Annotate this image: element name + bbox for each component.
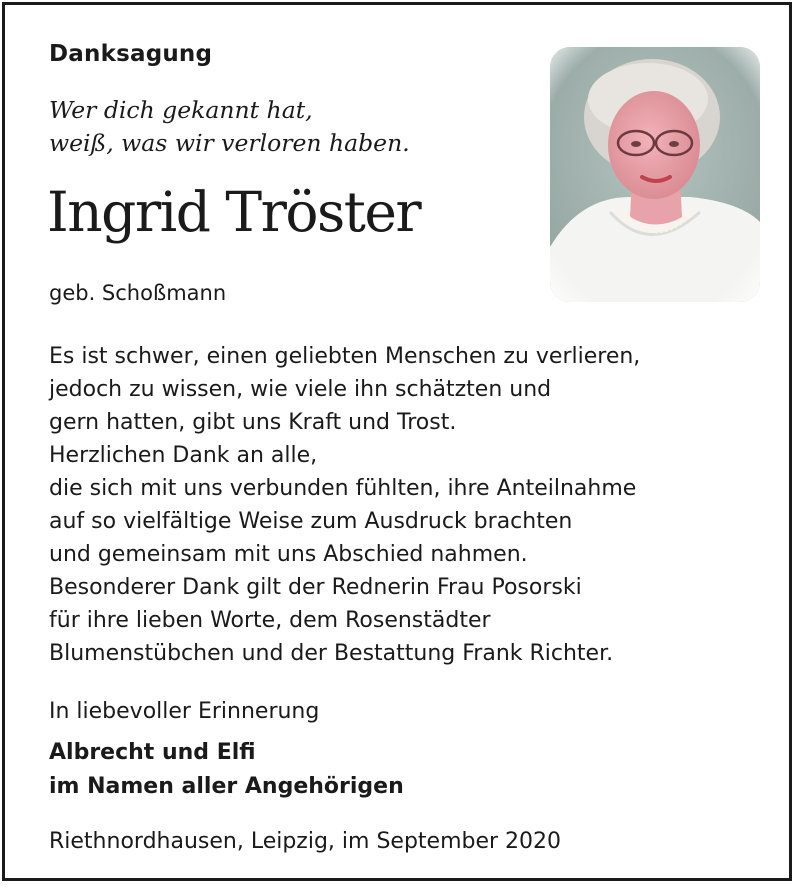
notice-heading: Danksagung [49,41,213,67]
portrait-illustration [550,47,760,302]
text-line: die sich mit uns verbunden fühlten, ihre Anteilnahme [49,476,637,501]
text-line: Es ist schwer, einen geliebten Menschen zu verlieren, [49,344,641,369]
text-line: für ihre lieben Worte, dem Rosenstädter [49,608,491,633]
place-and-date: Riethnordhausen, Leipzig, im September 2020 [49,829,562,854]
obituary-frame [2,2,792,881]
text-line: Besonderer Dank gilt der Rednerin Frau Posorski [49,575,582,600]
quote-line: Wer dich gekannt hat, [49,96,313,124]
birth-name: geb. Schoßmann [49,281,227,305]
signer-line: im Namen aller Angehörigen [49,774,404,799]
closing-phrase: In liebevoller Erinnerung [49,699,320,724]
deceased-name: Ingrid Tröster [47,180,421,244]
text-line: Herzlichen Dank an alle, [49,443,318,468]
text-line: Blumenstübchen und der Bestattung Frank Richter. [49,641,614,666]
signers [49,736,404,804]
quote-line: weiß, was wir verloren haben. [49,129,410,157]
signer-line: Albrecht und Elfi [49,740,256,765]
text-line: auf so vielfältige Weise zum Ausdruck brachten [49,509,573,534]
text-line: gern hatten, gibt uns Kraft und Trost. [49,410,457,435]
gratitude-text [49,340,640,670]
text-line: jedoch zu wissen, wie viele ihn schätzten und [49,377,552,402]
text-line: und gemeinsam mit uns Abschied nahmen. [49,542,528,567]
memorial-quote [49,94,410,160]
portrait-photo [550,47,760,302]
